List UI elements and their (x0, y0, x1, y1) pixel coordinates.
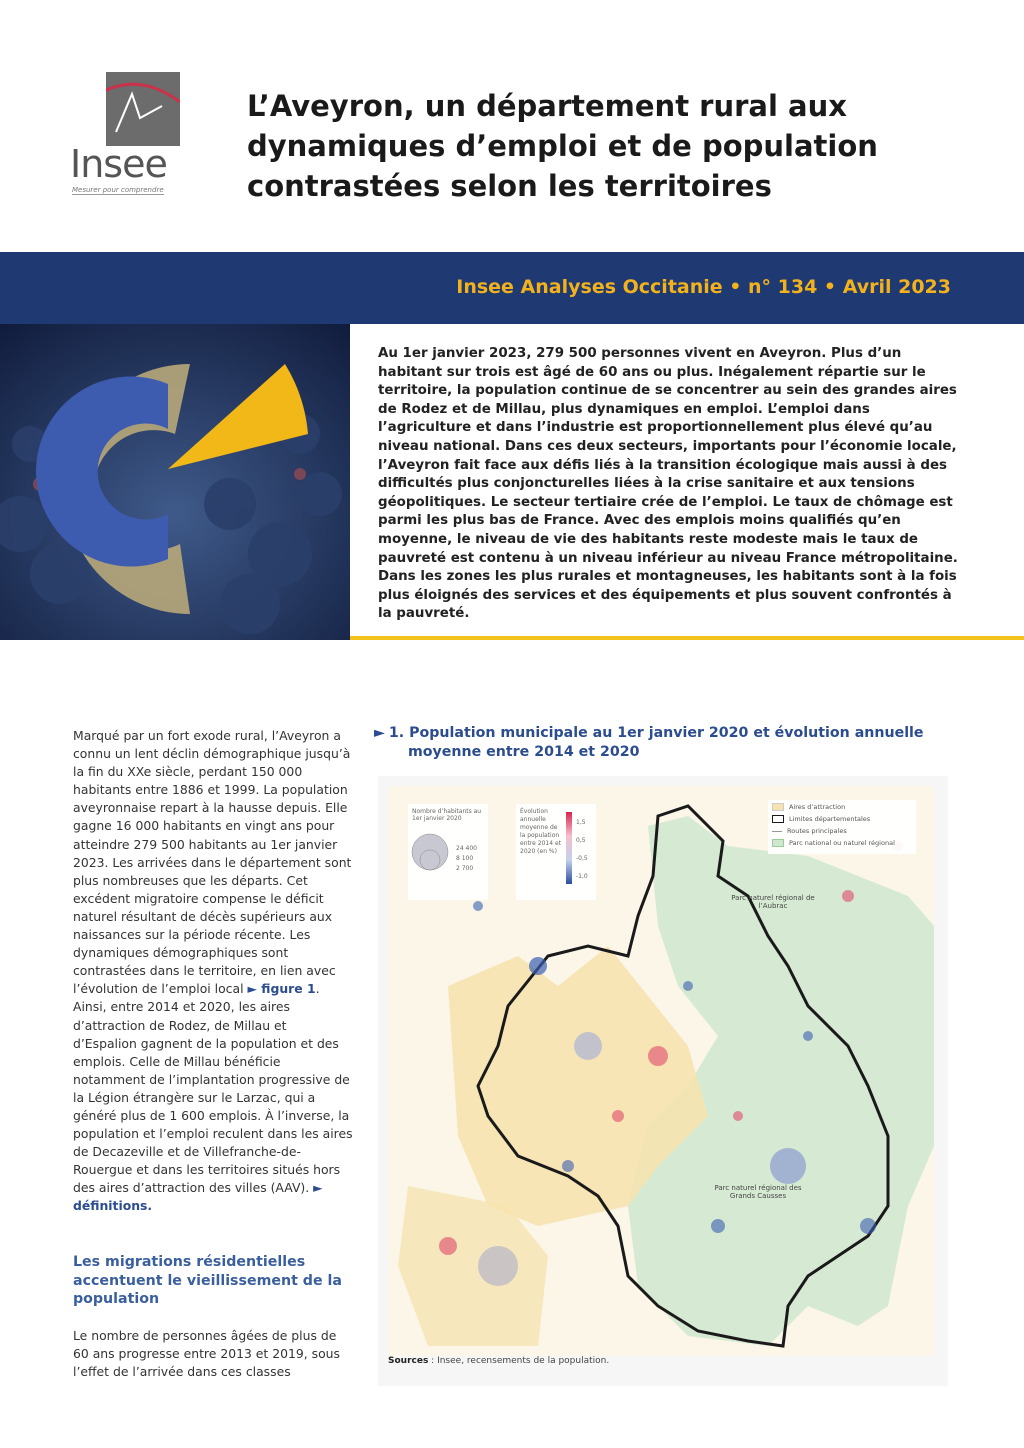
sources-label: Sources (388, 1356, 429, 1366)
definitions-link[interactable]: ► définitions. (73, 1180, 323, 1214)
legend-map-features (768, 800, 916, 854)
logo-square-icon (106, 72, 180, 146)
legend-color-title: Évolution annuelle moyenne de la population entre 2014 et 2020 (en %) (520, 808, 562, 855)
body-text-1b: . Ainsi, entre 2014 et 2020, les aires d’attraction de Rodez, de Millau et d’Espalion gagnent de la population et des emplois. Celle de Millau bénéficie notamment de l’implantation progressive de la Légion étrangère sur le Larzac, qui a généré plus de 1 600 emplois. À l’inverse, la population et l’emploi reculent dans les aires de Decazeville et de Villefranche-de-Rouergue et dans les territoires situés hors des aires d’attraction des villes (AAV). (73, 981, 353, 1196)
yellow-divider (350, 636, 1024, 640)
figure-title-line2: moyenne entre 2014 et 2020 (408, 744, 640, 760)
map-label-aubrac: Parc naturel régional de l’Aubrac (731, 894, 815, 910)
map-label-grands-causses: Parc naturel régional des Grands Causses (714, 1184, 802, 1200)
logo-tagline: Mesurer pour comprendre (72, 186, 164, 194)
figure-arrow-icon: ► (374, 725, 385, 741)
legend-color-value: -0,5 (576, 855, 588, 862)
road-swatch-icon (772, 831, 782, 832)
body-text-1: Marqué par un fort exode rural, l’Aveyron a connu un lent déclin démographique jusqu’à la fin du XXe siècle, perdant 150 000 habitants entre 1886 et 1999. La population aveyronnaise repart à la hausse depuis. Elle gagne 16 000 habitants en vingt ans pour atteindre 279 500 habitants au 1er janvier 2023. Les arrivées dans le département sont plus nombreuses que les départs. Cet excédent migratoire compense le déficit naturel résultant de décès supérieurs aux naissances sur la période récente. Les dynamiques démographiques sont contrastées dans le territoire, en lien avec l’évolution de l’emploi local (73, 728, 352, 997)
body-text-2: Le nombre de personnes âgées de plus de 60 ans progresse entre 2013 et 2019, sous l’effet de l’arrivée dans ces classes (73, 1328, 340, 1380)
body-column-left-2 (73, 1327, 353, 1381)
legend-size-title: Nombre d’habitants au 1er janvier 2020 (412, 808, 482, 822)
section-heading: Les migrations résidentielles accentuent le vieillissement de la population (73, 1254, 342, 1308)
legend-size-value: 24 400 (456, 845, 477, 852)
body-column-left (73, 727, 353, 1216)
legend-row: Limites départementales (772, 814, 912, 824)
aav-swatch-icon (772, 803, 784, 811)
publication-band (0, 252, 1024, 324)
park-swatch-icon (772, 839, 784, 847)
legend-row: Aires d’attraction (772, 802, 912, 812)
legend-population-change (516, 804, 596, 900)
legend-size-value: 2 700 (456, 865, 474, 872)
legend-color-value: -1,0 (576, 873, 588, 880)
figure-1-link[interactable]: ► figure 1 (247, 981, 316, 997)
legend-color-value: 1,5 (576, 819, 586, 826)
legend-row: Parc national ou naturel régional (772, 838, 912, 848)
logo-brand: Insee (70, 142, 167, 186)
page-title: L’Aveyron, un département rural aux dynamiques d’emploi et de population contrastées selon les territoires (247, 89, 878, 203)
figure-map (378, 776, 948, 1386)
abstract-text: Au 1er janvier 2023, 279 500 personnes vivent en Aveyron. Plus d’un habitant sur trois est âgé de 60 ans ou plus. Inégalement répartie sur le territoire, la population continue de se concentrer au sein des grandes aires de Rodez et de Millau, plus dynamiques en emploi. L’emploi dans l’agriculture et dans l’industrie est proportionnellement plus élevé qu’au niveau national. Dans ces deux secteurs, importants pour l’économie locale, l’Aveyron fait face aux défis liés à la transition écologique mais aussi à des difficultés plus conjoncturelles liées à la crise sanitaire et aux tensions géopolitiques. Le secteur tertiaire crée de l’emploi. Le taux de chômage est parmi les plus bas de France. Avec des emplois moins qualifiés qu’en moyenne, le niveau de vie des habitants reste modeste mais le taux de pauvreté est contenu à un niveau inférieur au niveau France métropolitaine. Dans les zones les plus rurales et montagneuses, les habitants sont à la fois plus éloignés des services et des équipements et plus souvent confrontés à la pauvreté. (378, 346, 958, 622)
cover-illustration (0, 324, 350, 640)
figure-sources (388, 1356, 609, 1366)
legend-population-size (408, 804, 488, 900)
figure-title (374, 724, 954, 762)
publication-reference: Insee Analyses Occitanie • n° 134 • Avril 2023 (456, 276, 951, 298)
legend-row: Routes principales (772, 826, 912, 836)
boundary-swatch-icon (772, 815, 784, 823)
figure-title-line1: 1. Population municipale au 1er janvier 2020 et évolution annuelle (388, 725, 924, 741)
body-paragraph (73, 727, 353, 1216)
legend-color-scale (566, 812, 572, 884)
sources-text: : Insee, recensements de la population. (428, 1356, 610, 1366)
legend-color-value: 0,5 (576, 837, 586, 844)
abstract (378, 345, 958, 624)
legend-size-value: 8 100 (456, 855, 474, 862)
insee-logo (70, 72, 182, 202)
